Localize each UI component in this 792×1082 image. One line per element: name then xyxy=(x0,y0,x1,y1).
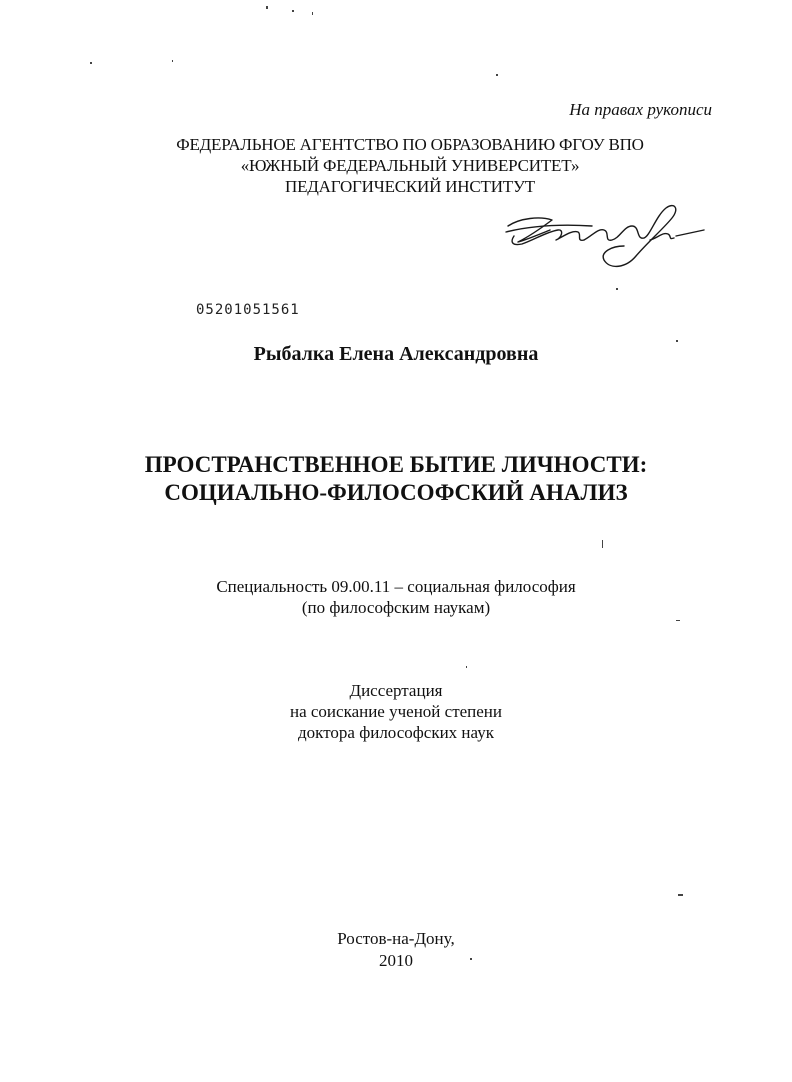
title-line-1: ПРОСТРАНСТВЕННОЕ БЫТИЕ ЛИЧНОСТИ: xyxy=(144,452,648,477)
degree-line-1: Диссертация xyxy=(349,681,443,700)
city: Ростов-на-Дону, xyxy=(337,929,455,948)
scan-speck xyxy=(676,340,678,342)
signature-stroke-3 xyxy=(584,226,644,240)
scan-speck xyxy=(266,6,268,9)
scan-speck xyxy=(678,894,683,896)
scan-speck xyxy=(172,60,173,62)
specialty-line-1: Специальность 09.00.11 – социальная философия xyxy=(216,577,576,596)
institution-line-3: ПЕДАГОГИЧЕСКИЙ ИНСТИТУТ xyxy=(285,177,535,196)
scan-speck xyxy=(292,10,294,12)
scan-speck xyxy=(616,288,618,290)
year: 2010 xyxy=(379,951,413,970)
place-date-block xyxy=(0,928,792,972)
degree-block xyxy=(0,680,792,743)
institution-line-1: ФЕДЕРАЛЬНОЕ АГЕНТСТВО ПО ОБРАЗОВАНИЮ ФГОУ ВПО xyxy=(176,135,644,154)
scan-speck xyxy=(496,74,498,76)
author-name: Рыбалка Елена Александровна xyxy=(253,343,539,365)
signature-stroke-2 xyxy=(512,230,584,245)
scan-speck xyxy=(90,62,92,64)
handwritten-signature xyxy=(500,196,710,276)
scan-speck xyxy=(470,958,472,960)
degree-line-2: на соискание ученой степени xyxy=(289,702,503,721)
signature-stroke-6 xyxy=(676,230,704,236)
institution-line-2: «ЮЖНЫЙ ФЕДЕРАЛЬНЫЙ УНИВЕРСИТЕТ» xyxy=(240,156,580,175)
dissertation-title xyxy=(0,451,792,507)
scan-speck xyxy=(312,12,313,15)
registration-code: 05201051561 xyxy=(196,302,300,318)
degree-line-3: доктора философских наук xyxy=(298,723,494,742)
specialty-block xyxy=(0,576,792,618)
title-line-2: СОЦИАЛЬНО-ФИЛОСОФСКИЙ АНАЛИЗ xyxy=(164,480,628,505)
scan-speck xyxy=(602,540,603,548)
institution-block xyxy=(150,134,670,197)
manuscript-note: На правах рукописи xyxy=(569,100,712,119)
scan-speck xyxy=(676,620,680,621)
scan-speck xyxy=(466,666,467,668)
specialty-line-2: (по философским наукам) xyxy=(301,598,491,617)
